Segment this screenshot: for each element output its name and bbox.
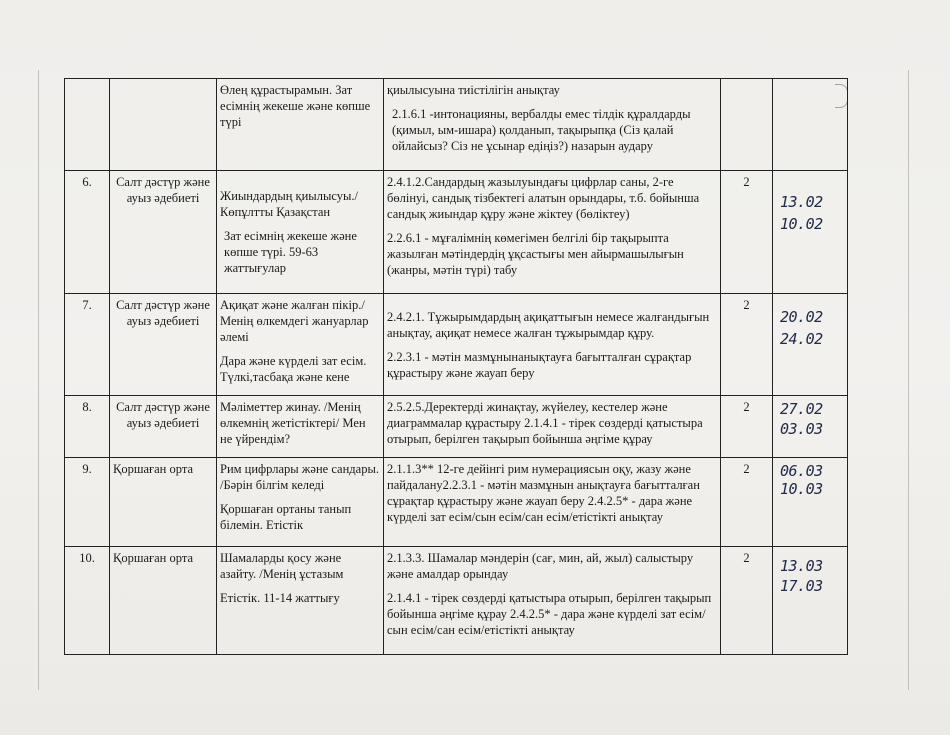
handwritten-date: 24.02 bbox=[780, 330, 823, 348]
objectives-cell bbox=[384, 458, 721, 547]
row-number: 6. bbox=[65, 171, 110, 294]
objective-text: 2.1.6.1 -интонацияны, вербалды емес тілдік құралдарды (қимыл, ым-ишара) қолданып, тақырыпқа (Сіз қалай ойлайсыз? Сіз не ұсынар едіңіз?) назарын аудару bbox=[392, 107, 691, 153]
hours-cell: 2 bbox=[721, 458, 773, 547]
hours-cell: 2 bbox=[721, 547, 773, 655]
section-cell: Салт дәстүр және ауыз әдебиеті bbox=[110, 294, 217, 396]
table-row bbox=[65, 171, 848, 294]
handwritten-date: 06.03 bbox=[780, 462, 823, 480]
objective-text: 2.2.6.1 - мұғалімнің көмегімен белгілі бір тақырыпта жазылған мәтіндердің ұқсастығы мен айырмашылығын (жанры, мәтін түрі) табу bbox=[387, 231, 684, 277]
topic-cell bbox=[217, 294, 384, 396]
topic-text: Рим цифрлары және сандары. /Бәрін білгім келеді bbox=[220, 462, 379, 492]
objective-text: 2.1.3.3. Шамалар мәндерін (сағ, мин, ай, жыл) салыстыру және амалдар орындау bbox=[387, 551, 694, 581]
row-number: 10. bbox=[65, 547, 110, 655]
handwritten-date: 10.03 bbox=[780, 480, 823, 498]
dates-cell bbox=[773, 396, 848, 458]
topic-cell bbox=[217, 458, 384, 547]
scan-edge-left bbox=[38, 70, 39, 690]
row-number: 9. bbox=[65, 458, 110, 547]
objective-text: 2.1.4.1 - тірек сөздерді қатыстыра отырып, берілген тақырып бойынша әңгіме құрау 2.4.2.5* - дара және күрделі зат есім/сын есім/сан есім/етістікті анықтау bbox=[387, 591, 712, 637]
handwritten-date: 17.03 bbox=[780, 577, 823, 595]
row-number: 8. bbox=[65, 396, 110, 458]
topic-text: Қоршаған ортаны танып білемін. Етістік bbox=[220, 502, 352, 532]
section-cell bbox=[110, 79, 217, 171]
handwritten-date: 13.03 bbox=[780, 557, 823, 575]
topic-cell bbox=[217, 79, 384, 171]
topic-text: Мәліметтер жинау. /Менің өлкемнің жетістіктері/ Мен не үйрендім? bbox=[220, 400, 366, 446]
section-cell: Салт дәстүр және ауыз әдебиеті bbox=[110, 171, 217, 294]
table-row bbox=[65, 396, 848, 458]
section-cell: Салт дәстүр және ауыз әдебиеті bbox=[110, 396, 217, 458]
objective-text: 2.1.1.3** 12-ге дейінгі рим нумерациясын оқу, жазу және пайдалану2.2.3.1 - мәтін мазмұнын анықтауға бағытталған сұрақтар құрастыру және жауап беру 2.4.2.5* - дара және күрделі зат есім/сын есім/сан есім/етістікті анықтау bbox=[387, 462, 700, 524]
dates-cell bbox=[773, 458, 848, 547]
scan-edge-right bbox=[908, 70, 909, 690]
handwritten-date: 03.03 bbox=[780, 420, 823, 438]
table-row bbox=[65, 547, 848, 655]
topic-text: Жиындардың қиылысуы./Көпұлтты Қазақстан bbox=[220, 189, 358, 219]
objective-text: 2.4.2.1. Тұжырымдардың ақиқаттығын немесе жалғандығын анықтау, ақиқат немесе жалған тұжырымдар құру. bbox=[387, 310, 710, 340]
topic-cell bbox=[217, 171, 384, 294]
handwritten-date: 20.02 bbox=[780, 308, 823, 326]
lesson-plan-table bbox=[64, 78, 848, 655]
objective-text: 2.4.1.2.Сандардың жазылуындағы цифрлар саны, 2-ге бөлінуі, сандық тізбектегі алатын орындары, т.б. бойынша сандық жиындар құру және жіктеу (бөліктеу) bbox=[387, 175, 700, 221]
objectives-cell bbox=[384, 171, 721, 294]
topic-text: Өлең құрастырамын. Зат есімнің жекеше және көпше түрі bbox=[220, 83, 371, 129]
table-row bbox=[65, 79, 848, 171]
dates-cell bbox=[773, 171, 848, 294]
handwritten-date: 13.02 bbox=[780, 193, 823, 211]
objective-text: қиылысуына тиістілігін анықтау bbox=[387, 83, 560, 97]
section-cell: Қоршаған орта bbox=[110, 547, 217, 655]
objective-text: 2.5.2.5.Деректерді жинақтау, жүйелеу, кестелер және диаграммалар құрастыру 2.1.4.1 - тірек сөздерді қатыстыра отырып, берілген тақырып бойынша әңгіме құрау bbox=[387, 400, 703, 446]
handwritten-date: 27.02 bbox=[780, 400, 823, 418]
table-row bbox=[65, 294, 848, 396]
objective-text: 2.2.3.1 - мәтін мазмұнынанықтауға бағытталған сұрақтар құрастыру және жауап беру bbox=[387, 350, 692, 380]
objectives-cell bbox=[384, 547, 721, 655]
hours-cell: 2 bbox=[721, 294, 773, 396]
topic-text: Етістік. 11-14 жаттығу bbox=[220, 591, 340, 605]
table-row bbox=[65, 458, 848, 547]
objectives-cell bbox=[384, 396, 721, 458]
hours-cell bbox=[721, 79, 773, 171]
topic-cell bbox=[217, 547, 384, 655]
topic-text: Зат есімнің жекеше және көпше түрі. 59-63 жаттығулар bbox=[224, 229, 357, 275]
dates-cell bbox=[773, 294, 848, 396]
hours-cell: 2 bbox=[721, 171, 773, 294]
topic-cell bbox=[217, 396, 384, 458]
objectives-cell bbox=[384, 294, 721, 396]
topic-text: Дара және күрделі зат есім. Түлкі,тасбақа және кене bbox=[220, 354, 367, 384]
dates-cell bbox=[773, 547, 848, 655]
row-number bbox=[65, 79, 110, 171]
section-cell: Қоршаған орта bbox=[110, 458, 217, 547]
topic-text: Шамаларды қосу және азайту. /Менің ұстазым bbox=[220, 551, 344, 581]
objectives-cell bbox=[384, 79, 721, 171]
row-number: 7. bbox=[65, 294, 110, 396]
handwritten-date: 10.02 bbox=[780, 215, 823, 233]
dates-cell bbox=[773, 79, 848, 171]
topic-text: Ақиқат және жалған пікір./Менің өлкемдегі жануарлар әлемі bbox=[220, 298, 369, 344]
hours-cell: 2 bbox=[721, 396, 773, 458]
